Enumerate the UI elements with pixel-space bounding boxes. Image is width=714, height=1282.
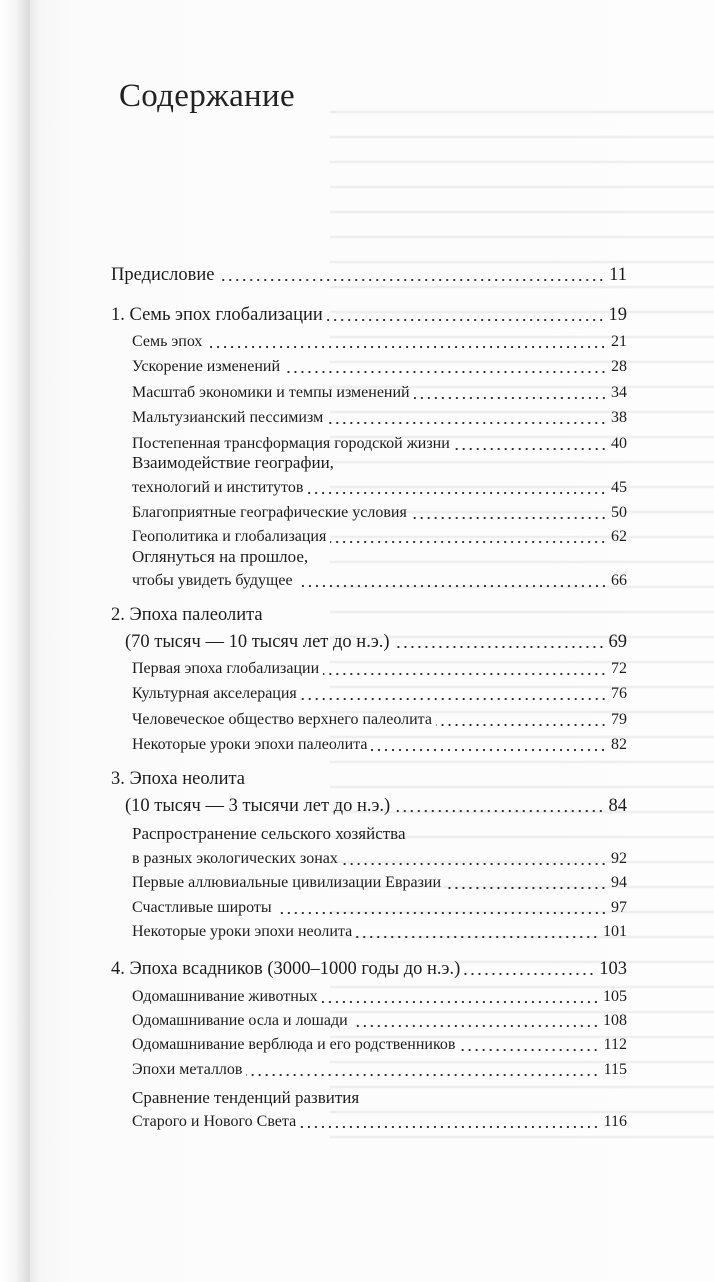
toc-entry-title: чтобы увидеть будущее bbox=[132, 572, 293, 589]
toc-entry bbox=[132, 1110, 627, 1134]
toc-entry bbox=[132, 708, 627, 732]
toc-entry-page: 116 bbox=[603, 1113, 627, 1130]
toc-entry-title-line1: Взаимодействие географии, bbox=[132, 453, 334, 472]
leader-dots bbox=[276, 912, 607, 914]
toc-entry bbox=[132, 406, 627, 430]
toc-entry bbox=[132, 1033, 627, 1057]
toc-entry bbox=[132, 476, 627, 500]
toc-entry-title: Культурная акселерация bbox=[132, 685, 297, 702]
toc-entry-page: 50 bbox=[611, 504, 627, 521]
toc-entry-title-line1: Сравнение тенденций развития bbox=[132, 1088, 360, 1107]
toc-entry bbox=[132, 569, 627, 593]
leader-dots bbox=[322, 1001, 599, 1003]
toc-entry-page: 38 bbox=[611, 409, 627, 426]
toc-chapter-3 bbox=[125, 794, 627, 818]
toc-entry-title: Предисловие bbox=[111, 265, 215, 285]
toc-entry-title: Первая эпоха глобализации bbox=[132, 660, 320, 677]
leader-dots bbox=[459, 1049, 599, 1051]
toc-entry bbox=[132, 985, 627, 1009]
toc-entry-page: 115 bbox=[603, 1061, 627, 1078]
toc-entry-title: Некоторые уроки эпохи неолита bbox=[132, 923, 353, 940]
toc-chapter-1 bbox=[111, 303, 627, 327]
toc-entry-page: 82 bbox=[611, 736, 627, 753]
toc-entry-page: 21 bbox=[611, 333, 627, 350]
toc-entry bbox=[132, 330, 627, 354]
toc-entry-title: Первые аллювиальные цивилизации Евразии bbox=[132, 874, 442, 891]
toc-chapter-page: 69 bbox=[608, 632, 627, 652]
leader-dots bbox=[284, 371, 607, 373]
toc-chapter-2 bbox=[125, 630, 627, 654]
toc-entry-title: Масштаб экономики и темпы изменений bbox=[132, 384, 410, 401]
toc-chapter-title: (70 тысяч — 10 тысяч лет до н.э.) bbox=[125, 632, 390, 652]
leader-dots bbox=[327, 319, 605, 321]
toc-chapter-title: 4. Эпоха всадников (3000–1000 годы до н.э.) bbox=[111, 959, 461, 979]
leader-dots bbox=[300, 1126, 599, 1128]
leader-dots bbox=[454, 448, 607, 450]
toc-entry-page: 72 bbox=[611, 660, 627, 677]
leader-dots bbox=[394, 646, 605, 648]
toc-entry-page: 66 bbox=[611, 572, 627, 589]
toc-entry-title-line1: Распространение сельского хозяйства bbox=[132, 824, 406, 843]
leader-dots bbox=[330, 541, 607, 543]
toc-entry-page: 45 bbox=[611, 479, 627, 496]
toc-entry-title: Счастливые широты bbox=[132, 899, 272, 916]
toc-entry-title: Старого и Нового Света bbox=[132, 1113, 297, 1130]
toc-entry-page: 11 bbox=[609, 265, 627, 285]
toc-entry bbox=[132, 920, 627, 944]
toc-entry-title: технологий и институтов bbox=[132, 479, 304, 496]
toc-entry bbox=[132, 682, 627, 706]
toc-entry-page: 92 bbox=[611, 850, 627, 867]
leader-dots bbox=[445, 887, 607, 889]
leader-dots bbox=[307, 492, 607, 494]
toc-chapter-page: 19 bbox=[608, 305, 627, 325]
toc-entry bbox=[132, 1009, 627, 1033]
toc-entry-title: Благоприятные географические условия bbox=[132, 504, 407, 521]
toc-entry-title: Одомашнивание животных bbox=[132, 988, 318, 1005]
leader-dots bbox=[246, 1074, 599, 1076]
toc-entry-page: 105 bbox=[603, 988, 627, 1005]
toc-entry-page: 40 bbox=[611, 435, 627, 452]
page-title: Содержание bbox=[119, 78, 295, 114]
toc-entry-title: Эпохи металлов bbox=[132, 1061, 243, 1078]
toc-entry-page: 108 bbox=[603, 1012, 627, 1029]
toc-entry-page: 62 bbox=[611, 528, 627, 545]
toc-entry bbox=[132, 355, 627, 379]
toc-chapter-title: (10 тысяч — 3 тысячи лет до н.э.) bbox=[125, 796, 391, 816]
toc-entry-page: 112 bbox=[603, 1036, 627, 1053]
toc-entry-title: в разных экологических зонах bbox=[132, 850, 338, 867]
toc-chapter-title-line1: 2. Эпоха палеолита bbox=[111, 605, 263, 625]
book-page bbox=[30, 0, 714, 1282]
toc-entry bbox=[132, 1058, 627, 1082]
leader-dots bbox=[414, 397, 607, 399]
leader-dots bbox=[356, 936, 599, 938]
leader-dots bbox=[411, 517, 607, 519]
toc-entry-page: 79 bbox=[611, 711, 627, 728]
toc-chapter-page: 103 bbox=[599, 959, 627, 979]
leader-dots bbox=[206, 346, 607, 348]
toc-entry-title: Семь эпох bbox=[132, 333, 203, 350]
toc-chapter-title: 1. Семь эпох глобализации bbox=[111, 305, 323, 325]
toc-entry-title: Некоторые уроки эпохи палеолита bbox=[132, 736, 368, 753]
leader-dots bbox=[323, 673, 607, 675]
leader-dots bbox=[394, 810, 604, 812]
toc-entry-title: Ускорение изменений bbox=[132, 358, 281, 375]
toc-entry bbox=[132, 733, 627, 757]
toc-chapter-page: 84 bbox=[608, 796, 627, 816]
toc-entry-page: 97 bbox=[611, 899, 627, 916]
leader-dots bbox=[327, 422, 607, 424]
toc-entry-title: Постепенная трансформация городской жизни bbox=[132, 435, 450, 452]
leader-dots bbox=[464, 973, 595, 975]
toc-entry bbox=[132, 871, 627, 895]
toc-entry-title: Человеческое общество верхнего палеолита bbox=[132, 711, 432, 728]
toc-entry-preface bbox=[111, 263, 627, 287]
leader-dots bbox=[371, 749, 607, 751]
toc-entry bbox=[132, 381, 627, 405]
leader-dots bbox=[436, 724, 607, 726]
toc-entry-title: Геополитика и глобализация bbox=[132, 528, 327, 545]
toc-chapter-4 bbox=[111, 957, 627, 981]
page-gutter-shadow bbox=[0, 0, 30, 1282]
leader-dots bbox=[297, 585, 607, 587]
toc-entry-page: 76 bbox=[611, 685, 627, 702]
toc-entry bbox=[132, 657, 627, 681]
leader-dots bbox=[342, 863, 607, 865]
toc-entry-title: Одомашнивание осла и лошади bbox=[132, 1012, 348, 1029]
toc-entry-title-line1: Оглянуться на прошлое, bbox=[132, 547, 309, 566]
toc-entry-page: 101 bbox=[603, 923, 627, 940]
toc-entry-title: Одомашнивание верблюда и его родственников bbox=[132, 1036, 456, 1053]
toc-chapter-title-line1: 3. Эпоха неолита bbox=[111, 769, 246, 789]
toc-entry-title: Мальтузианский пессимизм bbox=[132, 409, 324, 426]
leader-dots bbox=[352, 1025, 599, 1027]
toc-entry-page: 28 bbox=[611, 358, 627, 375]
leader-dots bbox=[218, 279, 605, 281]
toc-entry bbox=[132, 847, 627, 871]
toc-entry-page: 34 bbox=[611, 384, 627, 401]
toc-entry bbox=[132, 501, 627, 525]
toc-entry-page: 94 bbox=[611, 874, 627, 891]
toc-entry bbox=[132, 896, 627, 920]
leader-dots bbox=[301, 698, 607, 700]
